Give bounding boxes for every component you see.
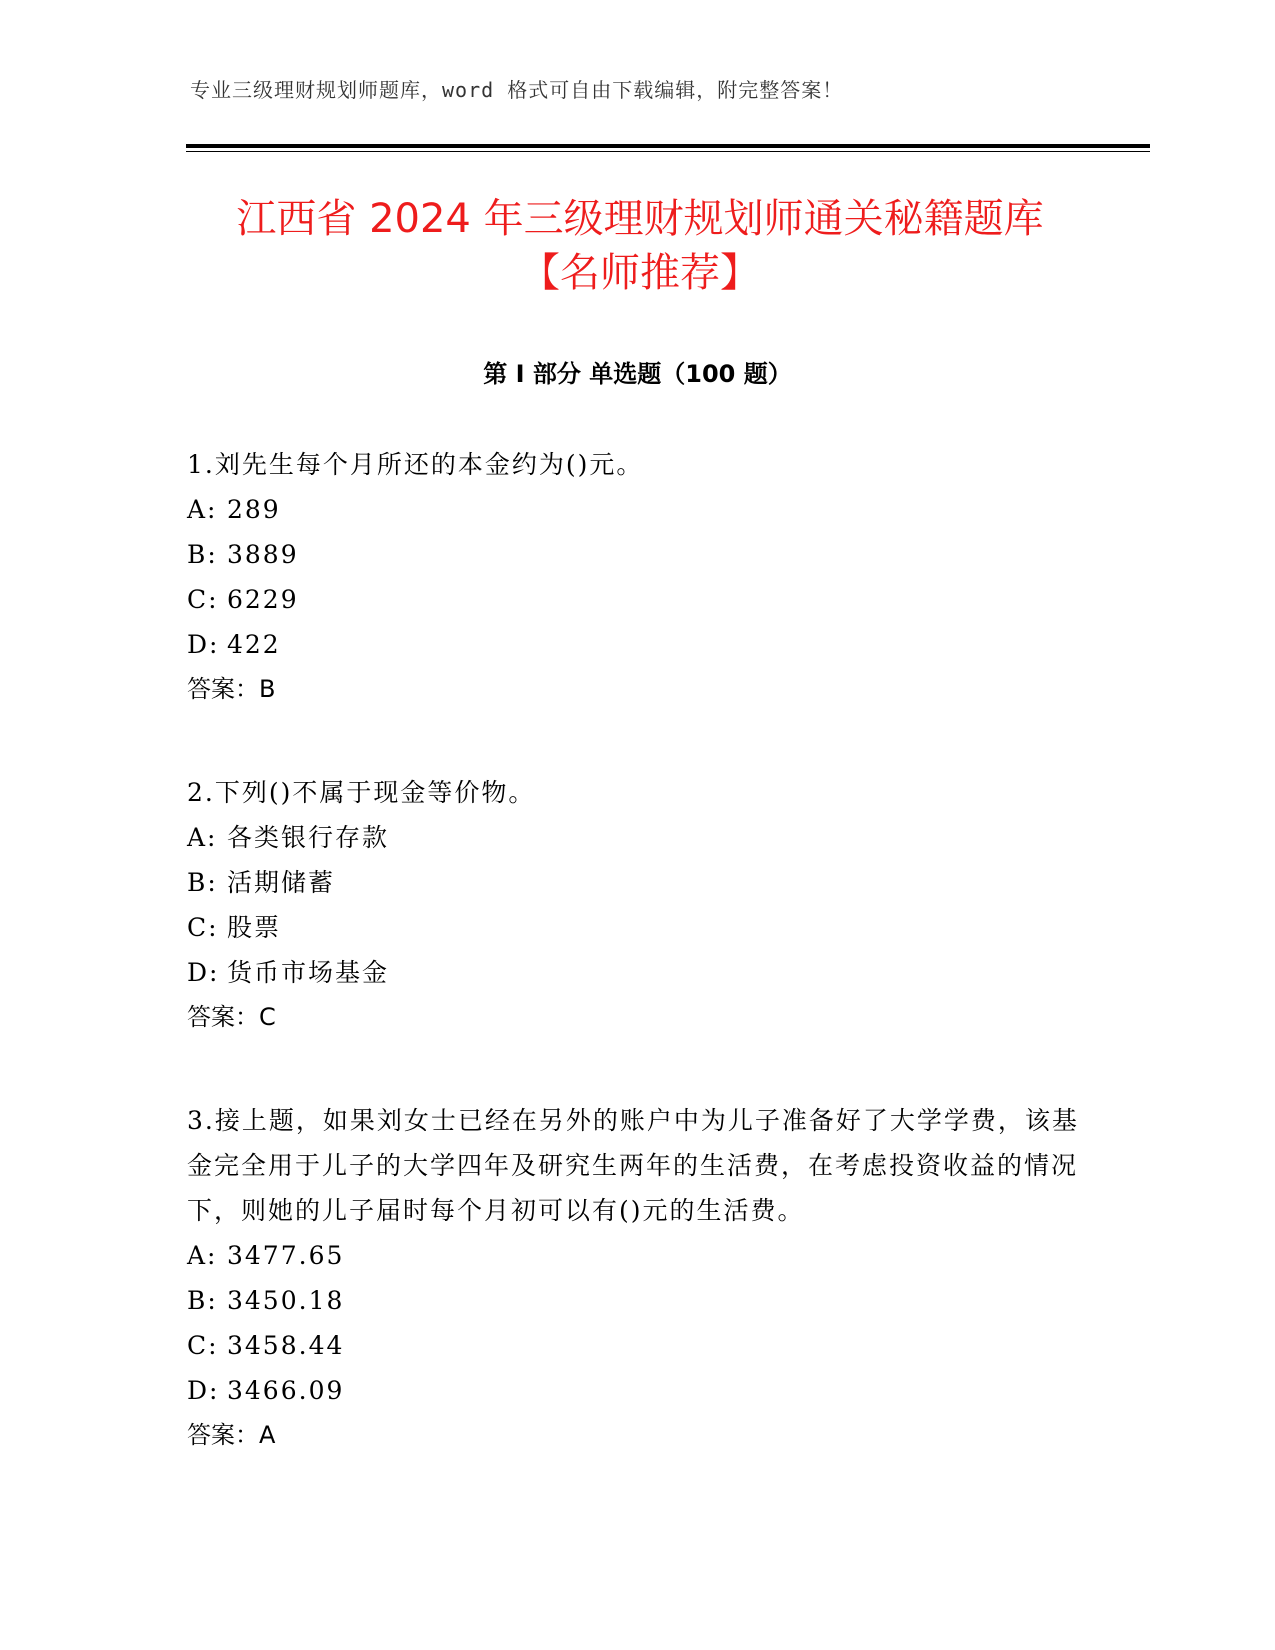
header-rule-thin [186,151,1150,152]
option-letter: B: [187,868,218,897]
option-text: 各类银行存款 [227,823,390,852]
question-list [187,442,1087,1516]
option-c [187,905,1087,950]
question-stem: 3.接上题，如果刘女士已经在另外的账户中为儿子准备好了大学学费，该基金完全用于儿子的大学四年及研究生两年的生活费，在考虑投资收益的情况下，则她的儿子届时每个月初可以有()元的生活费。 [187,1106,1079,1225]
option-letter: C: [187,913,219,942]
option-letter: B: [187,1286,218,1315]
question-1 [187,442,1087,712]
option-letter: A: [187,1241,218,1270]
answer-line: 答案：C [187,1003,276,1031]
option-d [187,950,1087,995]
option-c [187,577,1087,622]
title-line-2: 【名师推荐】 [520,250,760,296]
question-stem: 1.刘先生每个月所还的本金约为()元。 [187,450,644,479]
option-text: 3458.44 [227,1331,345,1360]
option-text: 3477.65 [227,1241,345,1270]
option-letter: B: [187,540,218,569]
option-a [187,1233,1087,1278]
option-text: 股票 [227,913,282,942]
option-letter: C: [187,1331,219,1360]
option-c [187,1323,1087,1368]
option-text: 活期储蓄 [227,868,336,897]
option-a [187,487,1087,532]
question-2 [187,770,1087,1040]
option-text: 3450.18 [227,1286,345,1315]
option-text: 货币市场基金 [227,958,390,987]
document-title [140,192,1140,300]
option-b [187,532,1087,577]
option-letter: D: [187,630,220,659]
option-letter: D: [187,958,220,987]
section-heading: 第 I 部分 单选题（100 题） [483,360,792,388]
option-letter: A: [187,823,218,852]
title-line-1: 江西省 2024 年三级理财规划师通关秘籍题库 [236,196,1044,242]
option-text: 3466.09 [227,1376,345,1405]
option-b [187,1278,1087,1323]
option-letter: C: [187,585,219,614]
answer-line: 答案：A [187,1421,276,1449]
option-text: 6229 [227,585,299,614]
option-d [187,622,1087,667]
option-a [187,815,1087,860]
option-b [187,860,1087,905]
header-rule-thick [186,144,1150,148]
option-letter: A: [187,495,218,524]
option-text: 422 [227,630,281,659]
header-note: 专业三级理财规划师题库，word 格式可自由下载编辑，附完整答案！ [190,78,844,102]
question-stem: 2.下列()不属于现金等价物。 [187,778,536,807]
option-letter: D: [187,1376,220,1405]
option-text: 3889 [227,540,299,569]
option-text: 289 [227,495,281,524]
option-d [187,1368,1087,1413]
question-3 [187,1098,1087,1458]
answer-line: 答案：B [187,675,276,703]
